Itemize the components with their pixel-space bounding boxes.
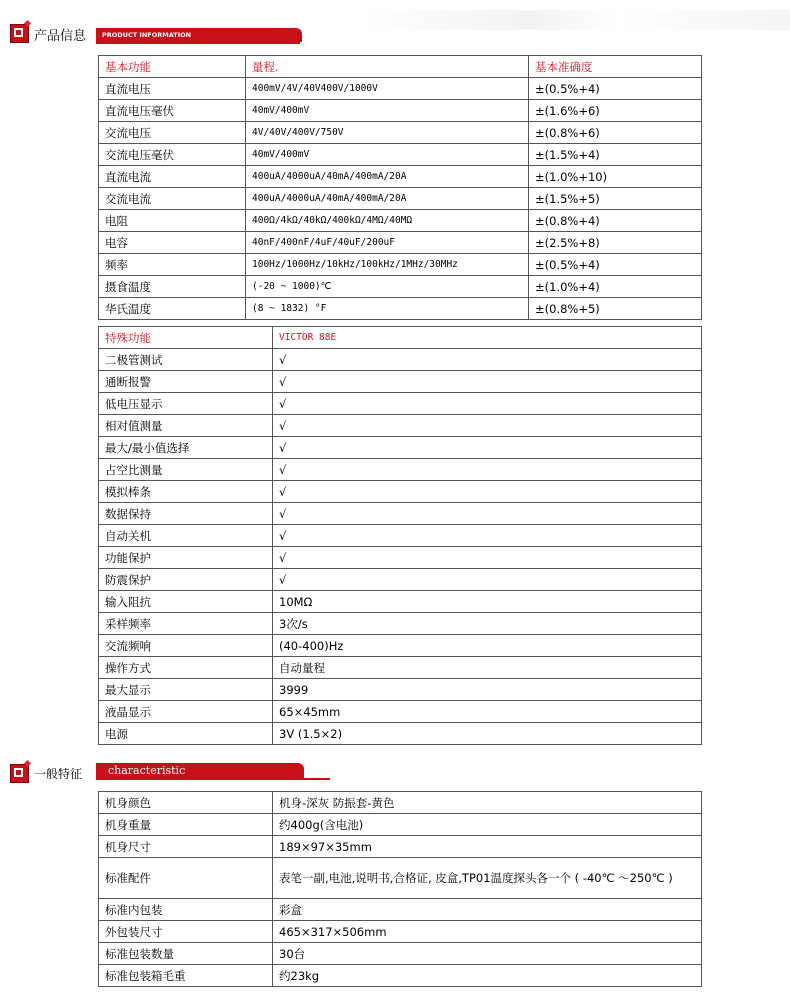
spec-accuracy-cell: ±(0.8%+4) [529, 210, 702, 232]
characteristic-label-cell: 机身尺寸 [99, 836, 273, 858]
special-func-cell: 自动关机 [99, 525, 273, 547]
special-value-cell: 65×45mm [273, 701, 702, 723]
section-title: 一般特征 [34, 767, 83, 781]
characteristic-row [99, 836, 702, 858]
spec-accuracy-cell: ±(1.6%+6) [529, 100, 702, 122]
spec-func-cell: 电阻 [99, 210, 246, 232]
characteristic-label-cell: 标准配件 [99, 858, 273, 899]
header-range: 量程. [246, 56, 529, 78]
spec-range-cell: 40mV/400mV [246, 144, 529, 166]
characteristic-row [99, 899, 702, 921]
section-underline [96, 778, 330, 780]
characteristic-label-cell: 标准包装箱毛重 [99, 965, 273, 987]
special-func-cell: 液晶显示 [99, 701, 273, 723]
special-row [99, 635, 702, 657]
characteristic-row [99, 792, 702, 814]
special-func-cell: 二极管测试 [99, 349, 273, 371]
special-func-cell: 输入阻抗 [99, 591, 273, 613]
special-func-cell: 数据保持 [99, 503, 273, 525]
characteristic-label-cell: 标准包装数量 [99, 943, 273, 965]
special-func-cell: 模拟棒条 [99, 481, 273, 503]
spec-range-cell: (8 ~ 1832) °F [246, 298, 529, 320]
special-func-cell: 防震保护 [99, 569, 273, 591]
spec-range-cell: (-20 ~ 1000)℃ [246, 276, 529, 298]
spec-range-cell: 4V/40V/400V/750V [246, 122, 529, 144]
special-row [99, 349, 702, 371]
header-func: 基本功能 [99, 56, 246, 78]
special-row [99, 393, 702, 415]
special-row [99, 613, 702, 635]
shop-logo-icon [10, 764, 29, 783]
spec-row [99, 144, 702, 166]
spec-accuracy-cell: ±(0.8%+6) [529, 122, 702, 144]
section-subtitle: PRODUCT INFORMATION [102, 31, 192, 39]
spec-func-cell: 直流电压毫伏 [99, 100, 246, 122]
special-value-cell: √ [273, 371, 702, 393]
special-row [99, 371, 702, 393]
spec-func-cell: 交流电压 [99, 122, 246, 144]
special-value-cell: √ [273, 349, 702, 371]
special-row [99, 437, 702, 459]
special-row [99, 701, 702, 723]
spec-range-cell: 400uA/4000uA/40mA/400mA/20A [246, 188, 529, 210]
characteristic-row [99, 943, 702, 965]
special-value-cell: √ [273, 393, 702, 415]
spec-row [99, 298, 702, 320]
special-func-cell: 电源 [99, 723, 273, 745]
spec-func-cell: 交流电流 [99, 188, 246, 210]
section-underline [96, 42, 300, 44]
section-subtitle: characteristic [108, 764, 186, 777]
spec-row [99, 100, 702, 122]
spec-range-cell: 100Hz/1000Hz/10kHz/100kHz/1MHz/30MHz [246, 254, 529, 276]
spec-accuracy-cell: ±(1.5%+4) [529, 144, 702, 166]
spec-row [99, 122, 702, 144]
spec-accuracy-cell: ±(1.0%+10) [529, 166, 702, 188]
spec-range-cell: 40nF/400nF/4uF/40uF/200uF [246, 232, 529, 254]
section-header-product-info [0, 22, 790, 58]
spec-accuracy-cell: ±(0.5%+4) [529, 78, 702, 100]
special-value-cell: 自动量程 [273, 657, 702, 679]
spec-accuracy-cell: ±(1.0%+4) [529, 276, 702, 298]
characteristic-label-cell: 机身颜色 [99, 792, 273, 814]
spec-range-cell: 400uA/4000uA/40mA/400mA/20A [246, 166, 529, 188]
characteristic-value-cell: 约400g(含电池) [273, 814, 702, 836]
special-func-cell: 低电压显示 [99, 393, 273, 415]
spec-header-row [99, 56, 702, 78]
special-func-cell: 通断报警 [99, 371, 273, 393]
spec-row [99, 166, 702, 188]
special-row [99, 503, 702, 525]
spec-range-cell: 400Ω/4kΩ/40kΩ/400kΩ/4MΩ/40MΩ [246, 210, 529, 232]
special-value-cell: √ [273, 415, 702, 437]
special-func-cell: 采样频率 [99, 613, 273, 635]
section-title: 产品信息 [34, 29, 87, 44]
characteristic-value-cell: 机身-深灰 防振套-黄色 [273, 792, 702, 814]
spec-range-cell: 40mV/400mV [246, 100, 529, 122]
characteristic-row [99, 814, 702, 836]
special-row [99, 591, 702, 613]
special-value-cell: √ [273, 547, 702, 569]
spec-row [99, 254, 702, 276]
characteristic-value-cell: 189×97×35mm [273, 836, 702, 858]
characteristic-value-cell: 465×317×506mm [273, 921, 702, 943]
spec-table [98, 55, 702, 320]
characteristics-table [98, 791, 702, 987]
special-header-row [99, 327, 702, 349]
characteristic-value-cell: 表笔一副,电池,说明书,合格证, 皮盒,TP01温度探头各一个 ( -40℃ ～250℃ ) [273, 858, 702, 899]
spec-row [99, 210, 702, 232]
special-func-cell: 功能保护 [99, 547, 273, 569]
special-value-cell: 3次/s [273, 613, 702, 635]
spec-accuracy-cell: ±(0.8%+5) [529, 298, 702, 320]
characteristic-label-cell: 机身重量 [99, 814, 273, 836]
characteristic-row [99, 921, 702, 943]
special-row [99, 415, 702, 437]
characteristic-value-cell: 约23kg [273, 965, 702, 987]
special-value-cell: √ [273, 525, 702, 547]
special-value-cell: 3V (1.5×2) [273, 723, 702, 745]
special-func-cell: 最大显示 [99, 679, 273, 701]
spec-range-cell: 400mV/4V/40V400V/1000V [246, 78, 529, 100]
spec-row [99, 232, 702, 254]
header-accuracy: 基本准确度 [529, 56, 702, 78]
spec-func-cell: 摄食温度 [99, 276, 246, 298]
spec-func-cell: 交流电压毫伏 [99, 144, 246, 166]
spec-func-cell: 频率 [99, 254, 246, 276]
special-value-cell: √ [273, 481, 702, 503]
characteristic-row [99, 858, 702, 899]
special-row [99, 723, 702, 745]
special-func-cell: 操作方式 [99, 657, 273, 679]
characteristic-value-cell: 30台 [273, 943, 702, 965]
shop-logo-icon [10, 24, 29, 43]
header-model: VICTOR 88E [273, 327, 702, 349]
special-row [99, 525, 702, 547]
spec-row [99, 276, 702, 298]
special-value-cell: √ [273, 459, 702, 481]
special-func-cell: 交流频响 [99, 635, 273, 657]
spec-accuracy-cell: ±(1.5%+5) [529, 188, 702, 210]
spec-row [99, 188, 702, 210]
special-row [99, 481, 702, 503]
header-special-func: 特殊功能 [99, 327, 273, 349]
special-value-cell: (40-400)Hz [273, 635, 702, 657]
spec-func-cell: 直流电流 [99, 166, 246, 188]
characteristic-label-cell: 标准内包装 [99, 899, 273, 921]
header-decoration [360, 10, 790, 30]
special-row [99, 679, 702, 701]
characteristic-value-cell: 彩盒 [273, 899, 702, 921]
spec-row [99, 78, 702, 100]
special-func-cell: 相对值测量 [99, 415, 273, 437]
special-value-cell: 10MΩ [273, 591, 702, 613]
special-value-cell: √ [273, 569, 702, 591]
spec-func-cell: 直流电压 [99, 78, 246, 100]
special-table [98, 326, 702, 745]
special-row [99, 657, 702, 679]
special-value-cell: √ [273, 503, 702, 525]
spec-accuracy-cell: ±(0.5%+4) [529, 254, 702, 276]
special-row [99, 547, 702, 569]
special-func-cell: 占空比测量 [99, 459, 273, 481]
special-row [99, 459, 702, 481]
special-func-cell: 最大/最小值选择 [99, 437, 273, 459]
special-row [99, 569, 702, 591]
spec-func-cell: 华氏温度 [99, 298, 246, 320]
characteristic-label-cell: 外包装尺寸 [99, 921, 273, 943]
characteristic-row [99, 965, 702, 987]
spec-accuracy-cell: ±(2.5%+8) [529, 232, 702, 254]
spec-func-cell: 电容 [99, 232, 246, 254]
special-value-cell: √ [273, 437, 702, 459]
special-value-cell: 3999 [273, 679, 702, 701]
